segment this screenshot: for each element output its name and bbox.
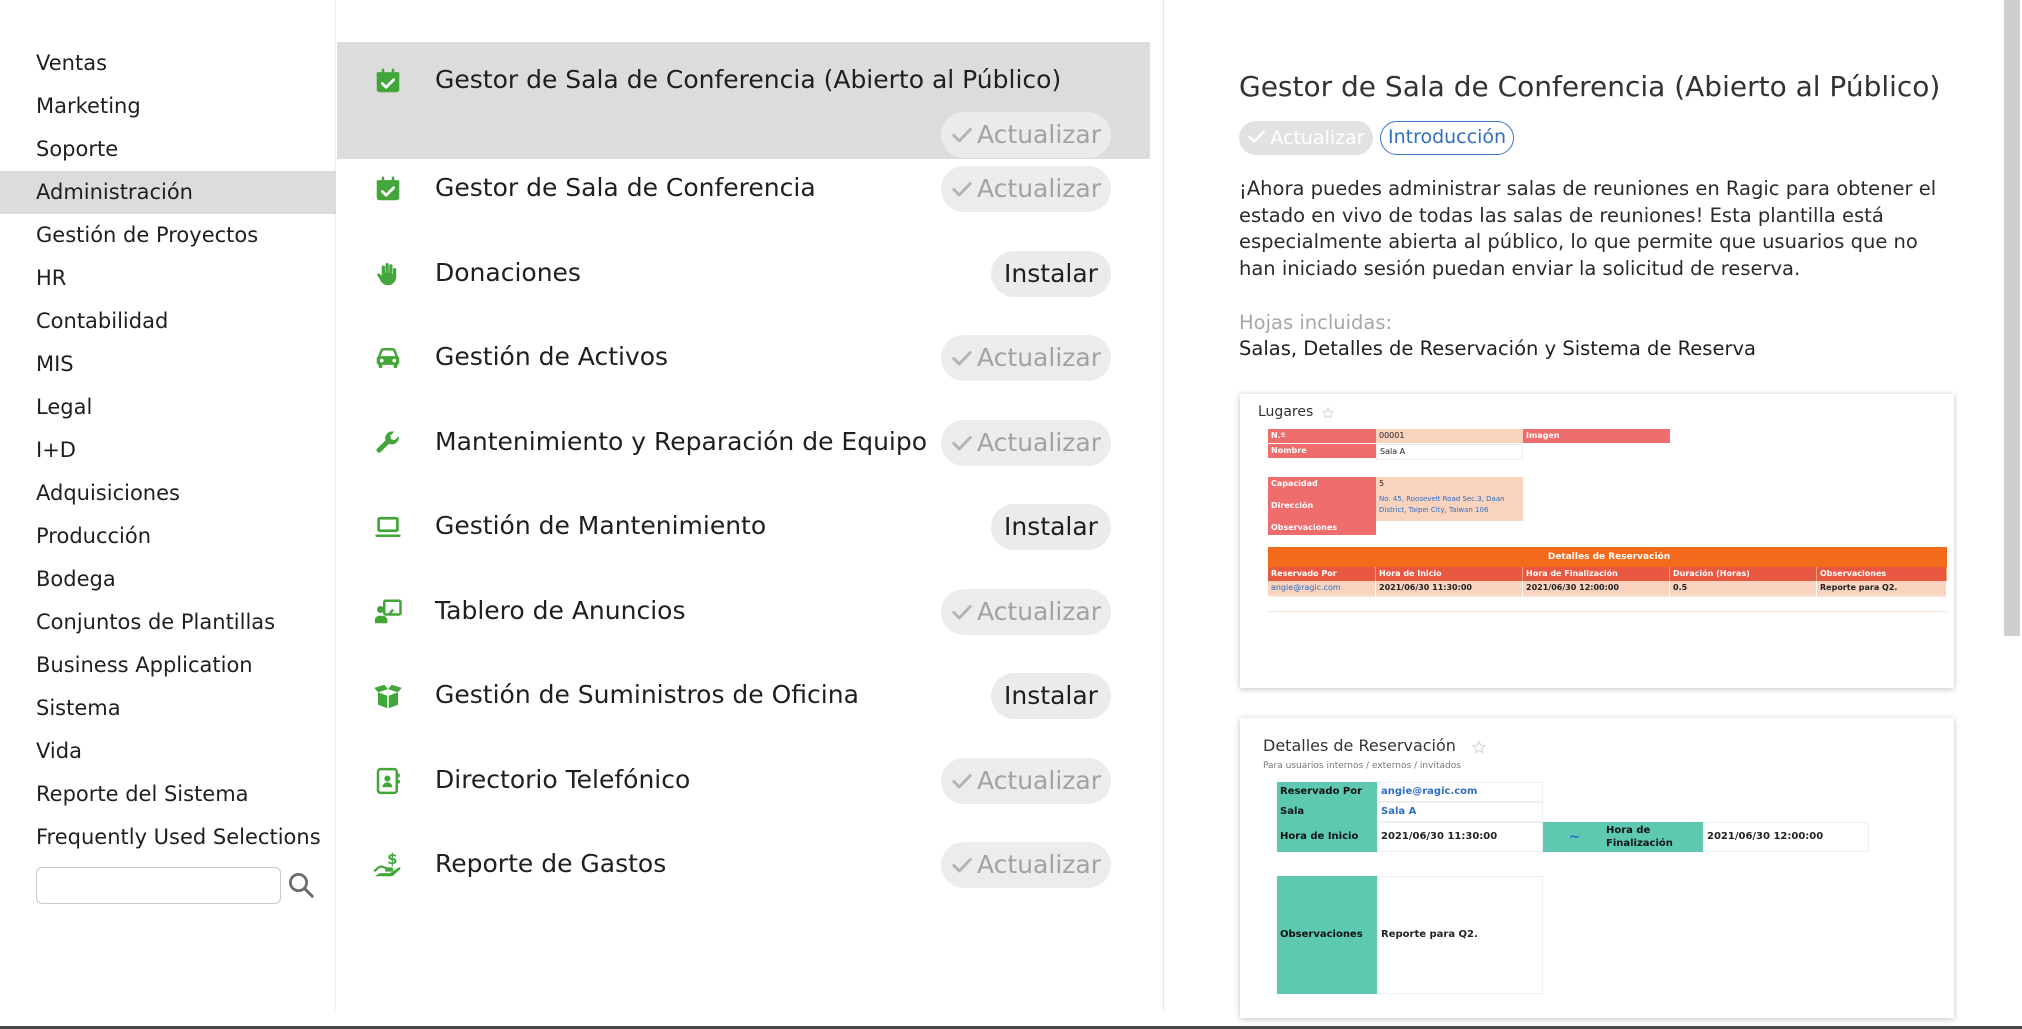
sheets-included-label: Hojas incluidas: [1239, 311, 1393, 334]
preview-name-label: Nombre [1268, 444, 1376, 458]
preview-subtable-empty-cell [1817, 596, 1947, 597]
template-name: Gestión de Activos [435, 342, 669, 371]
check-icon [951, 178, 973, 200]
preview-subtable-cell: 2021/06/30 11:30:00 [1376, 581, 1523, 596]
update-button[interactable] [941, 589, 1111, 635]
sheets-included-value: Salas, Detalles de Reservación y Sistema de Reserva [1239, 337, 1756, 360]
template-row[interactable] [337, 740, 1150, 812]
sidebar-category-item[interactable]: Adquisiciones [36, 481, 180, 505]
update-label: Actualizar [977, 428, 1101, 457]
preview-start-value: 2021/06/30 11:30:00 [1377, 822, 1543, 852]
template-name: Reporte de Gastos [435, 849, 667, 878]
preview-start-label: Hora de Inicio [1277, 822, 1377, 852]
sidebar-category-item[interactable]: Ventas [36, 51, 108, 75]
preview-subtable-empty-cell [1523, 596, 1670, 597]
preview-room-label: Sala [1277, 802, 1377, 822]
preview-name-value: Sala A [1376, 444, 1523, 460]
hand-icon [373, 259, 403, 289]
preview-notes-value: Reporte para Q2. [1377, 876, 1543, 994]
laptop-icon [373, 512, 403, 542]
preview-reservation-title: Detalles de Reservación [1263, 736, 1456, 755]
preview-places-title: Lugares [1258, 404, 1314, 420]
check-icon [951, 432, 973, 454]
preview-column-header: Hora de Finalización [1523, 567, 1670, 581]
wrench-icon [373, 428, 403, 458]
update-label: Actualizar [977, 850, 1101, 879]
preview-sheet-places [1240, 394, 1954, 688]
template-list [337, 0, 1163, 1010]
sidebar-category-item[interactable]: HR [36, 266, 67, 290]
sidebar-category-item[interactable]: Frequently Used Selections [36, 825, 321, 849]
sidebar-category-item[interactable]: Conjuntos de Plantillas [36, 610, 276, 634]
scrollbar-thumb[interactable] [2004, 0, 2020, 636]
update-label: Actualizar [977, 597, 1101, 626]
sidebar-category-item[interactable]: Administración [0, 171, 336, 214]
preview-subtable-title: Detalles de Reservación [1268, 547, 1947, 567]
detail-description: ¡Ahora puedes administrar salas de reuniones en Ragic para obtener el estado en vivo de todas las salas de reuniones! Esta plantilla está especialmente abierta al público, lo que permite que usuarios que no han iniciado sesión puedan enviar la solicitud de reserva. [1239, 177, 1937, 280]
detail-title: Gestor de Sala de Conferencia (Abierto al Público) [1239, 70, 1941, 103]
preview-end-value: 2021/06/30 12:00:00 [1703, 822, 1869, 852]
sidebar-category-item[interactable]: Sistema [36, 696, 121, 720]
preview-no-label: N.º [1268, 429, 1376, 443]
sidebar-category-item[interactable]: Marketing [36, 94, 141, 118]
sidebar-category-item[interactable]: Soporte [36, 137, 119, 161]
preview-subtable-cell: Reporte para Q2. [1817, 581, 1947, 596]
preview-reserved-by-value: angie@ragic.com [1377, 782, 1543, 802]
install-label: Instalar [1004, 681, 1098, 710]
preview-address-value: No. 45, Roosevelt Road Sec.3, Daan District, Taipei City, Taiwan 106 [1376, 491, 1523, 521]
check-icon [951, 347, 973, 369]
template-row[interactable] [337, 486, 1150, 558]
template-row[interactable] [337, 402, 1150, 474]
install-label: Instalar [1004, 259, 1098, 288]
calendar-check-icon [373, 174, 403, 204]
preview-subtable-cell: 0.5 [1670, 581, 1817, 596]
preview-subtable-empty-cell [1376, 611, 1523, 612]
preview-end-label: Hora de Finalización [1603, 822, 1703, 852]
check-icon [1247, 127, 1266, 146]
sidebar-category-item[interactable]: MIS [36, 352, 74, 376]
install-button[interactable] [991, 504, 1111, 550]
preview-subtable-empty-cell [1268, 596, 1376, 597]
template-name: Gestión de Suministros de Oficina [435, 680, 859, 709]
sidebar-category-item[interactable]: I+D [36, 438, 76, 462]
preview-capacity-label: Capacidad [1268, 477, 1376, 491]
sidebar-category-item[interactable]: Producción [36, 524, 152, 548]
address-book-icon [373, 766, 403, 796]
template-name: Mantenimiento y Reparación de Equipo [435, 427, 928, 456]
preview-address-label: Dirección [1268, 491, 1376, 521]
sidebar-category-item[interactable]: Legal [36, 395, 93, 419]
preview-no-value: 00001 [1376, 429, 1523, 443]
detail-update-label: Actualizar [1270, 127, 1365, 149]
sidebar-category-item[interactable]: Business Application [36, 653, 253, 677]
star-icon [1322, 407, 1334, 419]
check-icon [951, 601, 973, 623]
preview-subtable-empty-cell [1268, 611, 1376, 612]
template-name: Directorio Telefónico [435, 765, 691, 794]
open-box-icon [373, 681, 403, 711]
preview-column-header: Reservado Por [1268, 567, 1376, 581]
check-icon [951, 854, 973, 876]
car-icon [373, 343, 403, 373]
preview-capacity-value: 5 [1376, 477, 1523, 491]
template-name: Gestor de Sala de Conferencia (Abierto al Público) [435, 65, 1062, 94]
preview-column-header: Observaciones [1817, 567, 1947, 581]
template-row[interactable] [337, 824, 1150, 896]
hand-dollar-icon [373, 850, 403, 880]
preview-reserved-by-label: Reservado Por [1277, 782, 1377, 802]
template-name: Tablero de Anuncios [435, 596, 686, 625]
preview-subtable-empty-cell [1670, 611, 1817, 612]
preview-subtable-cell: angie@ragic.com [1268, 581, 1376, 596]
preview-column-header: Hora de Inicio [1376, 567, 1523, 581]
template-name: Donaciones [435, 258, 581, 287]
template-name: Gestor de Sala de Conferencia [435, 173, 816, 202]
update-label: Actualizar [977, 766, 1101, 795]
preview-notes-label: Observaciones [1277, 876, 1377, 994]
template-search-input[interactable] [36, 867, 281, 904]
update-button[interactable] [941, 420, 1111, 466]
preview-sheet-reservation [1240, 718, 1954, 1018]
update-button[interactable] [941, 758, 1111, 804]
install-button[interactable] [991, 251, 1111, 297]
preview-notes-label: Observaciones [1268, 521, 1376, 535]
sidebar-category-item[interactable]: Contabilidad [36, 309, 169, 333]
template-name: Gestión de Mantenimiento [435, 511, 767, 540]
detail-update-button[interactable] [1239, 121, 1373, 155]
preview-subtable-cell: 2021/06/30 12:00:00 [1523, 581, 1670, 596]
template-row[interactable] [337, 42, 1150, 159]
preview-subtable-empty-cell [1523, 611, 1670, 612]
install-label: Instalar [1004, 512, 1098, 541]
sidebar-category-item[interactable]: Reporte del Sistema [36, 782, 249, 806]
introduction-button[interactable]: Introducción [1380, 121, 1514, 155]
preview-subtable-empty-cell [1817, 611, 1947, 612]
sidebar-category-item[interactable]: Bodega [36, 567, 116, 591]
update-button[interactable] [941, 335, 1111, 381]
check-icon [951, 124, 973, 146]
update-label: Actualizar [977, 174, 1101, 203]
template-row[interactable] [337, 571, 1150, 643]
star-icon [1472, 740, 1486, 754]
preview-reservation-subtitle: Para usuarios internos / externos / invitados [1263, 761, 1461, 771]
update-label: Actualizar [977, 120, 1101, 149]
update-button[interactable] [941, 842, 1111, 888]
update-button[interactable] [941, 166, 1111, 212]
search-icon[interactable] [286, 870, 316, 900]
check-icon [951, 770, 973, 792]
template-row[interactable] [337, 317, 1150, 389]
sidebar-category-item[interactable]: Vida [36, 739, 82, 763]
preview-room-value: Sala A [1377, 802, 1543, 822]
template-row[interactable] [337, 233, 1150, 305]
preview-subtable-empty-cell [1376, 596, 1523, 597]
presenter-board-icon [373, 597, 403, 627]
preview-tilde: ~ [1543, 822, 1603, 852]
install-button[interactable] [991, 673, 1111, 719]
preview-image-label: Imagen [1523, 429, 1670, 443]
update-label: Actualizar [977, 343, 1101, 372]
preview-column-header: Duración (Horas) [1670, 567, 1817, 581]
preview-subtable-empty-cell [1670, 596, 1817, 597]
template-row[interactable] [337, 148, 1150, 220]
template-row[interactable] [337, 655, 1150, 727]
svg-text:$: $ [387, 850, 398, 868]
sidebar-category-item[interactable]: Gestión de Proyectos [36, 223, 259, 247]
calendar-check-icon [373, 66, 403, 96]
category-sidebar [0, 0, 336, 1010]
template-detail-panel [1164, 0, 2002, 1010]
